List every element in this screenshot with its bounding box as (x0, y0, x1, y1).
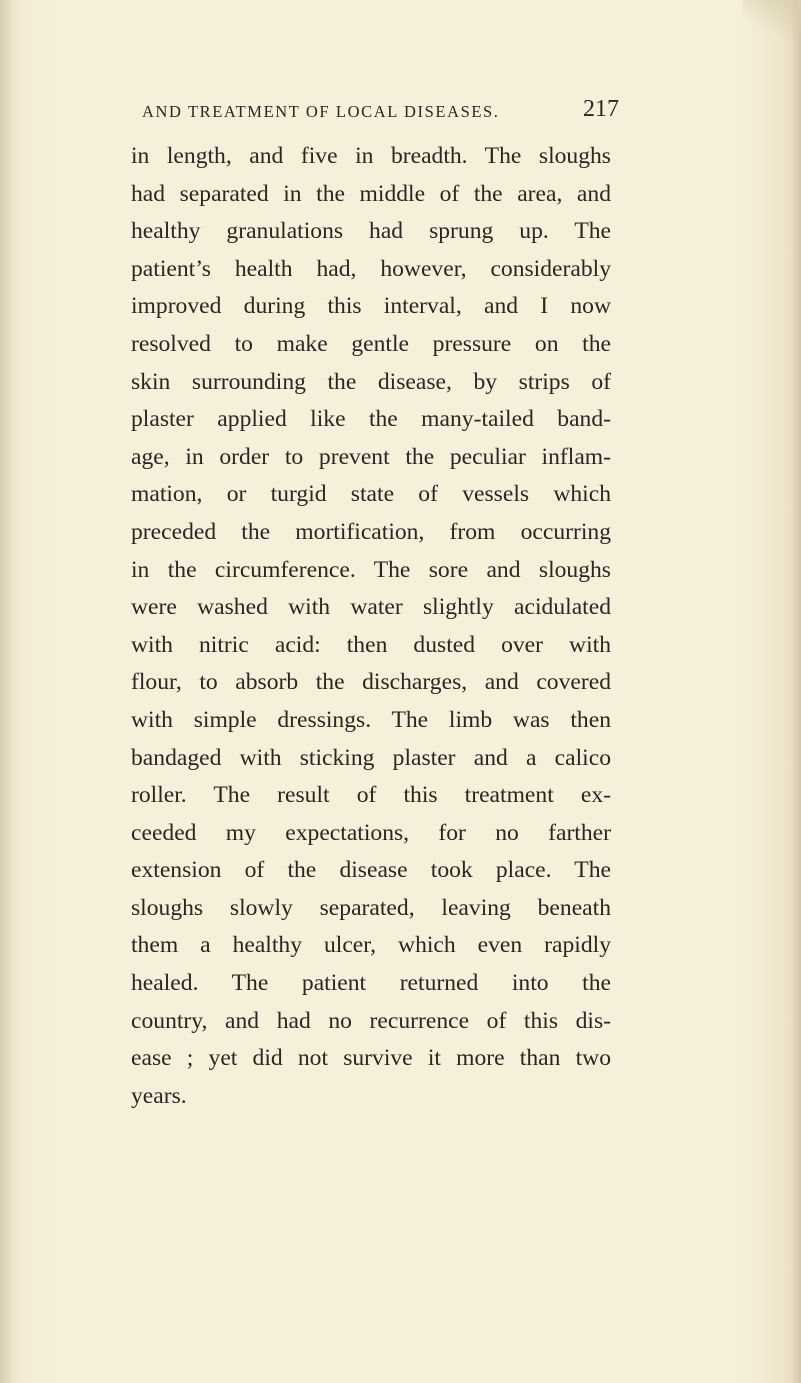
text-line: ceeded my expectations, for no farther (131, 819, 611, 846)
text-line: sloughs slowly separated, leaving beneath (131, 894, 611, 921)
text-line: them a healthy ulcer, which even rapidly (131, 932, 611, 959)
text-line: country, and had no recurrence of this dis- (131, 1007, 611, 1034)
text-line: plaster applied like the many-tailed band- (131, 406, 611, 433)
text-line: resolved to make gentle pressure on the (131, 330, 611, 357)
running-head: AND TREATMENT OF LOCAL DISEASES. (142, 102, 500, 121)
text-line: in length, and five in breadth. The sloughs (131, 143, 611, 169)
text-line: roller. The result of this treatment ex- (131, 782, 611, 809)
text-line: extension of the disease took place. The (131, 857, 611, 884)
text-line: age, in order to prevent the peculiar inflam- (131, 443, 611, 470)
text-line: ease ; yet did not survive it more than two (131, 1045, 611, 1072)
text-line: were washed with water slightly acidulated (131, 594, 611, 621)
page-corner-wear (743, 0, 801, 40)
body-text (131, 138, 611, 1115)
text-line: improved during this interval, and I now (131, 293, 611, 320)
text-line: flour, to absorb the discharges, and covered (131, 669, 611, 696)
page-number: 217 (583, 96, 619, 122)
page-gutter-shadow (0, 0, 14, 1383)
text-line: healed. The patient returned into the (131, 970, 611, 997)
text-line: with simple dressings. The limb was then (131, 706, 611, 733)
text-line: with nitric acid: then dusted over with (131, 631, 611, 658)
text-line: skin surrounding the disease, by strips of (131, 368, 611, 395)
text-line: patient’s health had, however, considerably (131, 255, 611, 282)
page-edge-shadow (791, 0, 801, 1383)
text-line: healthy granulations had sprung up. The (131, 218, 611, 245)
text-line: preceded the mortification, from occurring (131, 518, 611, 545)
text-line: bandaged with sticking plaster and a calico (131, 744, 611, 771)
text-line: in the circumference. The sore and sloughs (131, 556, 611, 583)
text-line: years. (131, 1082, 187, 1109)
text-line: mation, or turgid state of vessels which (131, 481, 611, 508)
text-line: had separated in the middle of the area, and (131, 180, 611, 207)
